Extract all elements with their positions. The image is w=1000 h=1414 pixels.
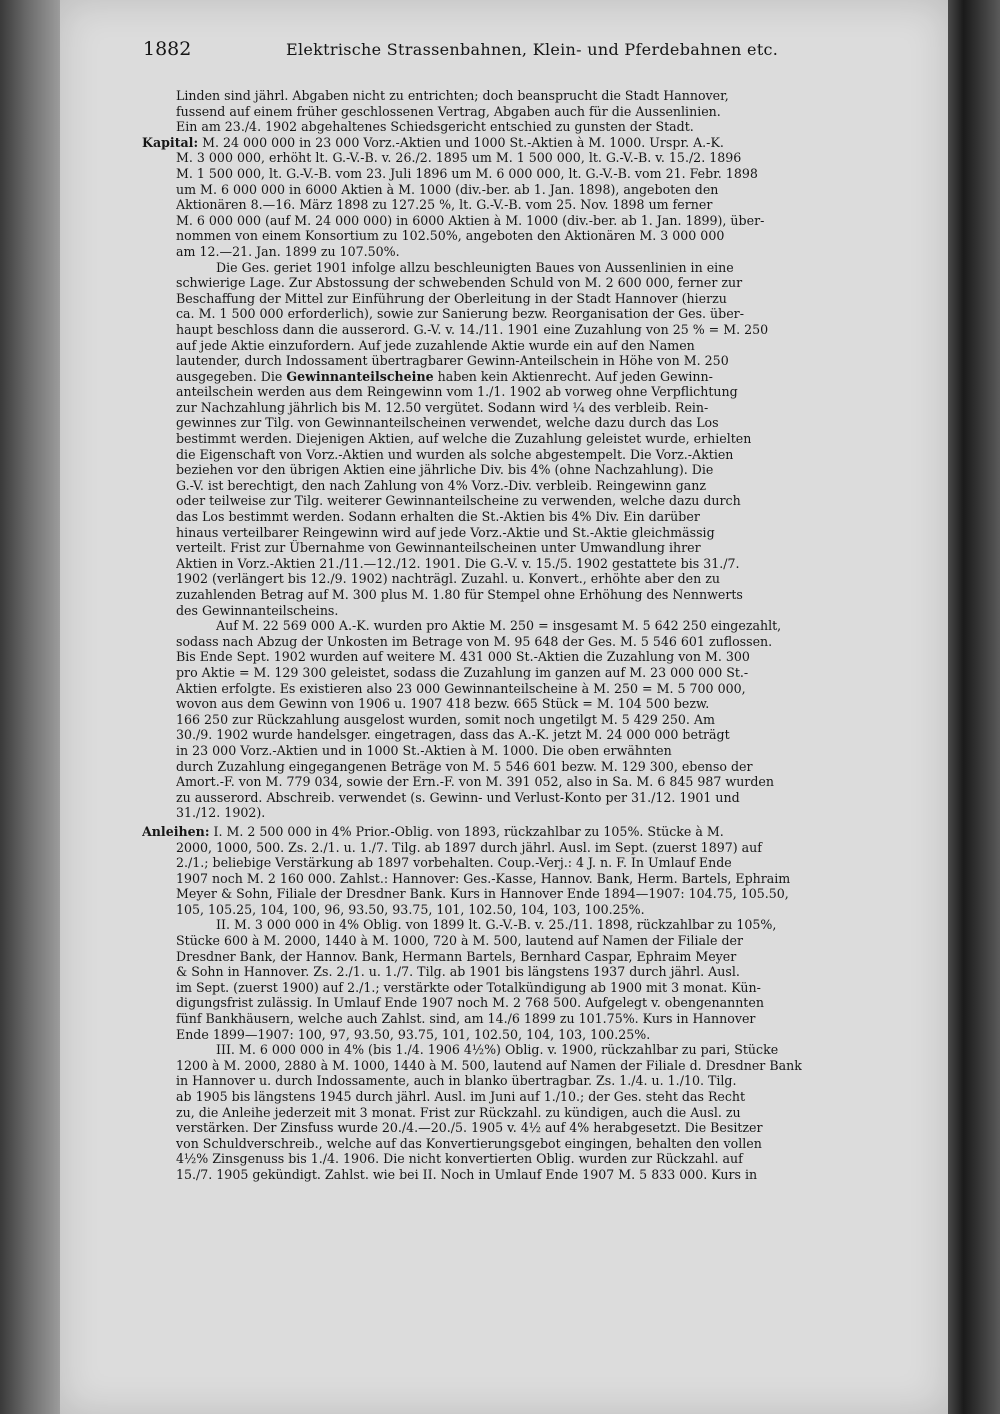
line-text: haben kein Aktienrecht. Auf jeden Gewinn- [433,368,713,384]
text-line [176,587,946,603]
line-text: G.-V. ist berechtigt, den nach Zahlung von 4% Vorz.-Div. verbleib. Reingewinn ganz [176,477,707,493]
text-line [176,933,946,949]
text-line [176,353,946,369]
line-text: anteilschein werden aus dem Reingewinn vom 1./1. 1902 ab vorweg ohne Verpflichtung [176,384,738,400]
line-text: M. 1 500 000, lt. G.-V.-B. vom 23. Juli 1896 um M. 6 000 000, lt. G.-V.-B. vom 21. Febr. 1898 [176,165,758,181]
line-text: von Schuldverschreib., welche auf das Konvertierungsgebot eingingen, behalten den vollen [176,1135,762,1151]
text-line [142,135,946,151]
line-text: ab 1905 bis längstens 1945 durch jährl. Ausl. im Juni auf 1./10.; der Ges. steht das Recht [176,1089,746,1104]
line-text: ca. M. 1 500 000 erforderlich), sowie zur Sanierung bezw. Reorganisation der Ges. über- [176,306,744,322]
text-line [176,431,946,447]
line-text: I. M. 2 500 000 in 4% Prior.-Oblig. von 1893, rückzahlbar zu 105%. Stücke à M. [209,823,724,839]
page-header [143,38,943,68]
line-text: 1200 à M. 2000, 2880 à M. 1000, 1440 à M. 500, lautend auf Namen der Filiale d. Dresdner Bank [176,1057,802,1073]
line-text: II. M. 3 000 000 in 4% Oblig. von 1899 lt. G.-V.-B. v. 25./11. 1898, rückzahlbar zu 105%, [216,917,777,933]
line-text: zu, die Anleihe jederzeit mit 3 monat. Frist zur Rückzahl. zu kündigen, auch die Ausl. zu [176,1104,741,1120]
text-line [176,275,946,291]
text-line [142,824,946,840]
page-edge-shadow [948,0,1000,1414]
text-line [176,447,946,463]
line-text: 4½% Zinsgenuss bis 1./4. 1906. Die nicht konvertierten Oblig. wurden zur Rückzahl. auf [176,1151,743,1167]
text-line [176,618,946,634]
text-line [176,759,946,775]
line-text: verstärken. Der Zinsfuss wurde 20./4.—20./5. 1905 v. 4½ auf 4% herabgesetzt. Die Besitzer [176,1120,763,1136]
text-line [176,213,946,229]
text-line [176,1167,946,1183]
line-text: Aktien erfolgte. Es existieren also 23 000 Gewinnanteilscheine à M. 250 = M. 5 700 000, [176,680,746,696]
line-text: Ein am 23./4. 1902 abgehaltenes Schiedsgericht entschied zu gunsten der Stadt. [176,119,694,135]
line-text: zur Nachzahlung jährlich bis M. 12.50 vergütet. Sodann wird ¼ des verbleib. Rein- [176,399,709,415]
line-text: III. M. 6 000 000 in 4% (bis 1./4. 1906 4½%) Oblig. v. 1900, rückzahlbar zu pari, Stücke [216,1042,779,1058]
line-text: 1902 (verlängert bis 12./9. 1902) nachträgl. Zuzahl. u. Konvert., erhöhte aber den zu [176,571,720,587]
text-line [176,1105,946,1121]
line-text: 105, 105.25, 104, 100, 96, 93.50, 93.75, 101, 102.50, 104, 103, 100.25%. [176,901,645,917]
line-text: Bis Ende Sept. 1902 wurden auf weitere M. 431 000 St.-Aktien die Zuzahlung von M. 300 [176,649,750,665]
line-text: auf jede Aktie einzufordern. Auf jede zuzahlende Aktie wurde ein auf den Namen [176,337,695,353]
line-text: Meyer & Sohn, Filiale der Dresdner Bank. Kurs in Hannover Ende 1894—1907: 104.75, 105.50, [176,886,789,902]
line-text: M. 6 000 000 (auf M. 24 000 000) in 6000 Aktien à M. 1000 (div.-ber. ab 1. Jan. 1899), über- [176,212,765,228]
line-text: zuzahlenden Betrag auf M. 300 plus M. 1.80 für Stempel ohne Erhöhung des Nennwerts [176,587,743,602]
line-text: haupt beschloss dann die ausserord. G.-V. v. 14./11. 1901 eine Zuzahlung von 25 % = M. 250 [176,321,769,337]
text-line [176,1011,946,1027]
line-text: hinaus verteilbarer Reingewinn wird auf jede Vorz.-Aktie und St.-Aktie gleichmässig [176,524,715,540]
line-text: M. 24 000 000 in 23 000 Vorz.-Aktien und 1000 St.-Aktien à M. 1000. Urspr. A.-K. [198,134,724,150]
line-text: die Eigenschaft von Vorz.-Aktien und wurden als solche abgestempelt. Die Vorz.-Aktien [176,446,734,462]
line-text: ausgegeben. Die [176,368,287,384]
line-text: bestimmt werden. Diejenigen Aktien, auf welche die Zuzahlung geleistet wurde, erhielten [176,431,752,447]
text-line [176,1073,946,1089]
line-text: in 23 000 Vorz.-Aktien und in 1000 St.-Aktien à M. 1000. Die oben erwähnten [176,742,672,758]
line-text: Aktionären 8.—16. März 1898 zu 127.25 %, lt. G.-V.-B. vom 25. Nov. 1898 um ferner [176,197,713,213]
text-line [176,197,946,213]
text-line [176,322,946,338]
line-text: gewinnes zur Tilg. von Gewinnanteilscheinen verwendet, welche dazu durch das Los [176,415,719,431]
line-text: M. 3 000 000, erhöht lt. G.-V.-B. v. 26./2. 1895 um M. 1 500 000, lt. G.-V.-B. v. 15./2. 1896 [176,150,742,166]
text-line [176,556,946,572]
text-line [176,649,946,665]
line-text: fünf Bankhäusern, welche auch Zahlst. sind, am 14./6 1899 zu 101.75%. Kurs in Hannover [176,1011,756,1027]
line-text: nommen von einem Konsortium zu 102.50%, angeboten den Aktionären M. 3 000 000 [176,228,725,244]
text-line [176,150,946,166]
line-text: verteilt. Frist zur Übernahme von Gewinnanteilscheinen unter Umwandlung ihrer [176,540,701,556]
line-text: Stücke 600 à M. 2000, 1440 à M. 1000, 720 à M. 500, lautend auf Namen der Filiale der [176,933,744,949]
text-line [176,369,946,385]
text-line [176,478,946,494]
text-line [176,681,946,697]
text-line [176,1151,946,1167]
line-text: digungsfrist zulässig. In Umlauf Ende 1907 noch M. 2 768 500. Aufgelegt v. obengenannten [176,995,764,1011]
text-line [176,964,946,980]
text-line [176,104,946,120]
line-text: wovon aus dem Gewinn von 1906 u. 1907 418 bezw. 665 Stück = M. 104 500 bezw. [176,696,710,712]
line-text: durch Zuzahlung eingegangenen Beträge von M. 5 546 601 bezw. M. 129 300, ebenso der [176,758,753,774]
line-text: lautender, durch Indossament übertragbarer Gewinn-Anteilschein in Höhe von M. 250 [176,353,729,369]
line-text: fussend auf einem früher geschlossenen Vertrag, Abgaben auch für die Aussenlinien. [176,103,721,119]
text-line [176,228,946,244]
line-text: Aktien in Vorz.-Aktien 21./11.—12./12. 1901. Die G.-V. v. 15./5. 1902 gestattete bis 31./7. [176,555,740,571]
text-line [176,743,946,759]
text-line [176,571,946,587]
text-line [176,805,946,821]
text-line [176,509,946,525]
text-line [176,980,946,996]
text-line [176,306,946,322]
line-text: Beschaffung der Mittel zur Einführung der Oberleitung in der Stadt Hannover (hierzu [176,290,727,306]
line-text: 2000, 1000, 500. Zs. 2./1. u. 1./7. Tilg. ab 1897 durch jährl. Ausl. im Sept. (zuerst 1897) auf [176,839,762,855]
line-text: schwierige Lage. Zur Abstossung der schwebenden Schuld von M. 2 600 000, ferner zur [176,275,743,291]
line-text: 31./12. 1902). [176,805,266,821]
line-text: Linden sind jährl. Abgaben nicht zu entrichten; doch beansprucht die Stadt Hannover, [176,88,729,103]
text-line [176,712,946,728]
text-line [176,400,946,416]
line-text: sodass nach Abzug der Unkosten im Betrage von M. 95 648 der Ges. M. 5 546 601 zuflossen. [176,633,773,649]
text-line [176,119,946,135]
text-line [176,665,946,681]
line-text: zu ausserord. Abschreib. verwendet (s. Gewinn- und Verlust-Konto per 31./12. 1901 und [176,789,740,805]
text-line [176,260,946,276]
line-text: in Hannover u. durch Indossamente, auch in blanko übertragbar. Zs. 1./4. u. 1./10. Tilg. [176,1073,737,1089]
body-text [142,88,946,1183]
line-text: pro Aktie = M. 129 300 geleistet, sodass die Zuzahlung im ganzen auf M. 23 000 000 St.- [176,664,749,680]
line-text: 1907 noch M. 2 160 000. Zahlst.: Hannover: Ges.-Kasse, Hannov. Bank, Herm. Bartels, Ephraim [176,870,791,886]
page-number: 1882 [143,38,192,60]
line-text: 2./1.; beliebige Verstärkung ab 1897 vorbehalten. Coup.-Verj.: 4 J. n. F. In Umlauf Ende [176,855,732,871]
line-text: 166 250 zur Rückzahlung ausgelost wurden, somit noch ungetilgt M. 5 429 250. Am [176,711,715,727]
text-line [176,774,946,790]
line-text: Dresdner Bank, der Hannov. Bank, Hermann Bartels, Bernhard Caspar, Ephraim Meyer [176,948,737,964]
line-text: im Sept. (zuerst 1900) auf 2./1.; verstärkte oder Totalkündigung ab 1900 mit 3 monat. Kün- [176,979,761,995]
text-line [176,1089,946,1105]
running-title: Elektrische Strassenbahnen, Klein- und Pferdebahnen etc. [286,40,779,59]
line-text: Auf M. 22 569 000 A.-K. wurden pro Aktie M. 250 = insgesamt M. 5 642 250 eingezahlt, [216,618,782,634]
text-line [176,525,946,541]
text-line [176,1027,946,1043]
line-text: & Sohn in Hannover. Zs. 2./1. u. 1./7. Tilg. ab 1901 bis längstens 1937 durch jährl. Ausl. [176,964,740,980]
text-line [176,540,946,556]
line-text: Amort.-F. von M. 779 034, sowie der Ern.-F. von M. 391 052, also in Sa. M. 6 845 987 wurden [176,774,774,790]
line-text: des Gewinnanteilscheins. [176,602,339,618]
text-line [176,1058,946,1074]
line-text: oder teilweise zur Tilg. weiterer Gewinnanteilscheine zu verwenden, welche dazu durch [176,493,741,509]
text-line [176,840,946,856]
section-keyword: Kapital: [142,134,199,150]
line-text: 30./9. 1902 wurde handelsger. eingetragen, dass das A.-K. jetzt M. 24 000 000 beträgt [176,727,730,743]
line-text: das Los bestimmt werden. Sodann erhalten die St.-Aktien bis 4% Div. Ein darüber [176,509,700,525]
book-gutter-shadow [0,0,60,1414]
text-line [176,634,946,650]
text-line [176,871,946,887]
text-line [176,790,946,806]
text-line [176,493,946,509]
text-line [176,855,946,871]
text-line [176,1120,946,1136]
text-line [176,1042,946,1058]
text-line [176,182,946,198]
text-line [176,166,946,182]
section-keyword: Anleihen: [142,823,210,839]
text-line [176,384,946,400]
text-line [176,917,946,933]
text-line [176,902,946,918]
emphasized-term: Gewinnanteilscheine [286,368,434,384]
line-text: beziehen vor den übrigen Aktien eine jährliche Div. bis 4% (ohne Nachzahlung). Die [176,462,714,478]
line-text: um M. 6 000 000 in 6000 Aktien à M. 1000 (div.-ber. ab 1. Jan. 1898), angeboten den [176,181,719,197]
text-line [176,995,946,1011]
line-text: am 12.—21. Jan. 1899 zu 107.50%. [176,243,400,259]
text-line [176,462,946,478]
text-line [176,291,946,307]
text-line [176,88,946,104]
text-line [176,727,946,743]
text-line [176,338,946,354]
text-line [176,415,946,431]
text-line [176,603,946,619]
text-line [176,949,946,965]
line-text: Die Ges. geriet 1901 infolge allzu beschleunigten Baues von Aussenlinien in eine [216,259,734,275]
text-line [176,886,946,902]
text-line [176,244,946,260]
line-text: 15./7. 1905 gekündigt. Zahlst. wie bei II. Noch in Umlauf Ende 1907 M. 5 833 000. Kurs in [176,1166,758,1182]
text-line [176,1136,946,1152]
text-line [176,696,946,712]
line-text: Ende 1899—1907: 100, 97, 93.50, 93.75, 101, 102.50, 104, 103, 100.25%. [176,1026,651,1042]
